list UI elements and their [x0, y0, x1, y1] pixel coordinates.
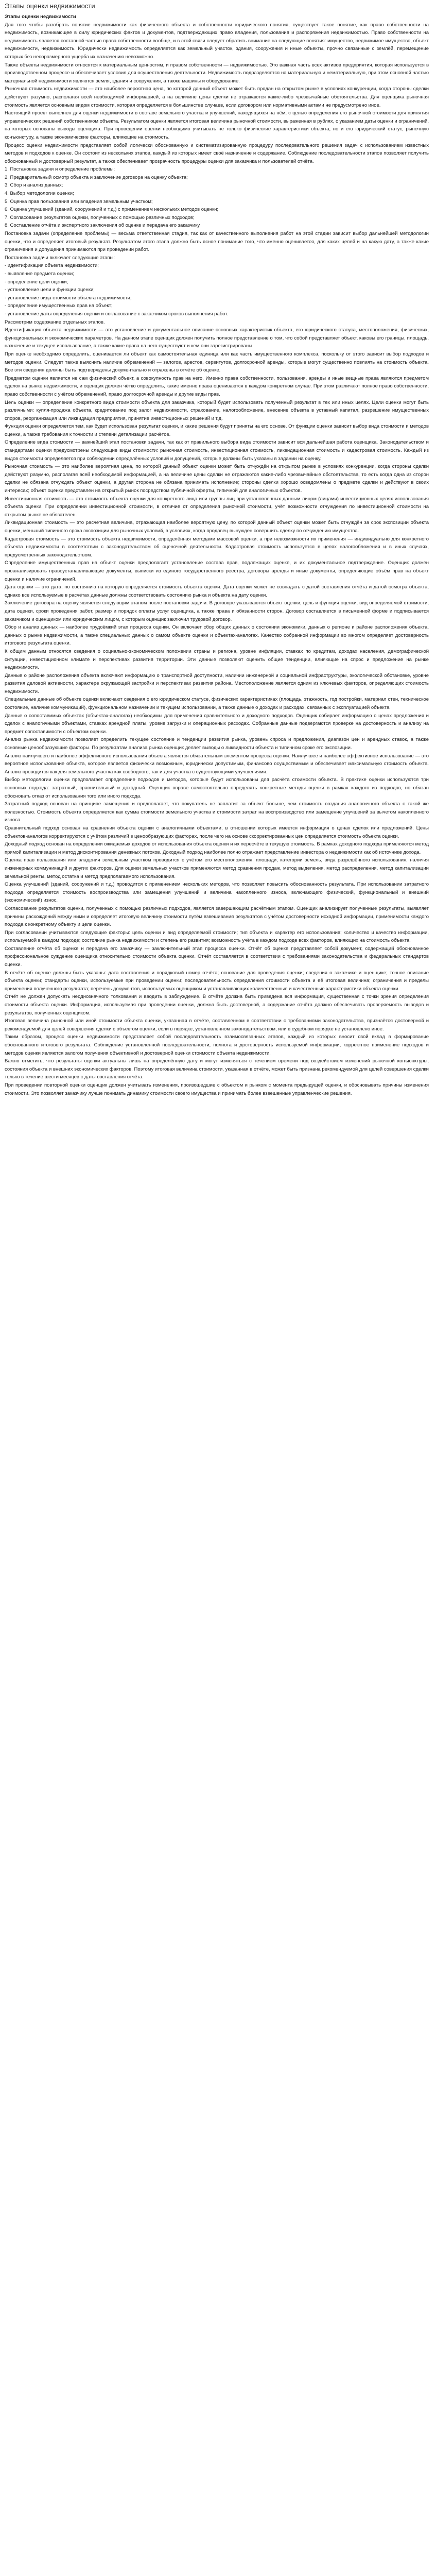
paragraph: 2. Предварительный осмотр объекта и заключение договора на оценку объекта;	[5, 174, 188, 180]
paragraph: Анализ наилучшего и наиболее эффективного использования объекта является обязательным элементом процесса оценки. Наилучшее и наиболее эффективное использование — это вероятное использование объекта, которое является физически возможным, юридически допустимым, финансово осуществимым и обеспечивает максимальную стоимость объекта. Анализ проводится как для земельного участка как свободного, так и для участка с существующими улучшениями.	[5, 753, 429, 775]
article-body	[5, 21, 429, 1098]
paragraph: Затратный подход основан на принципе замещения и предполагает, что покупатель не заплатит за объект больше, чем стоимость создания аналогичного объекта с такой же полезностью. Стоимость объекта определяется как сумма стоимости земельного участка и стоимости затрат на воспроизводство или замещение улучшений за вычетом накопленного износа.	[5, 801, 429, 823]
paragraph: Дата оценки — это дата, по состоянию на которую определяется стоимость объекта оценки. Дата оценки может не совпадать с датой составления отчёта и датой осмотра объекта, однако все используемые в расчётах данные должны соответствовать состоянию рынка и объекта на дату оценки.	[5, 584, 429, 598]
paragraph: При проведении повторной оценки оценщик должен учитывать изменения, произошедшие с объектом и рынком с момента предыдущей оценки, и обосновывать причины изменения стоимости. Это позволяет заказчику лучше понимать динамику стоимости своего имущества и принимать более взвешенные управленческие решения.	[5, 1082, 429, 1096]
section-heading: Этапы оценки недвижимости	[5, 14, 76, 20]
paragraph: Согласование результатов оценки, полученных с помощью различных подходов, является завершающим расчётным этапом. Оценщик анализирует полученные результаты, выявляет причины расхождений между ними и определяет итоговую величину стоимости путём взвешивания результатов с учётом достоверности исходной информации, применимости каждого подхода к конкретному объекту и цели оценки.	[5, 905, 429, 928]
paragraph: Ликвидационная стоимость — это расчётная величина, отражающая наиболее вероятную цену, по которой данный объект оценки может быть отчуждён за срок экспозиции объекта оценки, меньший типичного срока экспозиции для рыночных условий, в условиях, когда продавец вынужден совершить сделку по отчуждению имущества.	[5, 520, 429, 534]
paragraph: 8. Составление отчёта и экспертного заключения об оценке и передача его заказчику.	[5, 223, 201, 229]
paragraph: 3. Сбор и анализ данных;	[5, 182, 63, 189]
paragraph: Рыночная стоимость — это наиболее вероятная цена, по которой данный объект оценки может быть отчуждён на открытом рынке в условиях конкуренции, когда стороны сделки действуют разумно, располагая всей необходимой информацией, а на величине цены сделки не отражаются какие-либо чрезвычайные обстоятельства, то есть когда одна из сторон сделки не обязана отчуждать объект оценки, а другая сторона не обязана принимать исполнение; стороны сделки хорошо осведомлены о предмете сделки и действуют в своих интересах; объект оценки представлен на открытый рынок посредством публичной оферты, типичной для аналогичных объектов.	[5, 464, 429, 494]
paragraph: Настоящий проект выполнен для оценки недвижимости в составе земельного участка и улучшений, находящихся на нём, с целью определения его рыночной стоимости для принятия управленческих решений собственником объекта. Результатом оценки является итоговая величина рыночной стоимости, выраженная в рублях, с указанием даты оценки и ограничений, на которых основаны выводы оценщика. При проведении оценки необходимо учитывать не только физические характеристики объекта, но и его юридический статус, рыночную конъюнктуру, а также экономические факторы, влияющие на стоимость.	[5, 110, 429, 140]
paragraph: Цель оценки — определение конкретного вида стоимости объекта для заказчика, который будет использовать полученный результат в тех или иных целях. Цели оценки могут быть различными: купля-продажа объекта, кредитование под залог недвижимости, страхование, налогообложение, внесение объекта в уставный капитал, разрешение имущественных споров, реорганизация или ликвидация предприятия, принятие инвестиционных решений и т.д.	[5, 399, 429, 421]
paragraph: Сравнительный подход основан на сравнении объекта оценки с аналогичными объектами, в отношении которых имеется информация о ценах сделок или предложений. Цены объектов-аналогов корректируются с учётом различий в ценообразующих факторах, после чего на основе скорректированных цен определяется стоимость объекта оценки.	[5, 825, 429, 839]
paragraph: Процесс оценки недвижимости представляет собой логически обоснованную и систематизированную процедуру последовательного решения задач с использованием известных методов и подходов к оценке. Он состоит из нескольких этапов, каждый из которых имеет своё назначение и содержание. Соблюдение последовательности этапов позволяет получить обоснованный и достоверный результат, а также обеспечивает прозрачность процедуры оценки для заказчика и пользователей отчёта.	[5, 142, 429, 164]
paragraph: Сбор и анализ данных — наиболее трудоёмкий этап процесса оценки. Он включает сбор общих данных о состоянии экономики, данных о регионе и районе расположения объекта, данных о рынке недвижимости, а также специальных данных о самом объекте оценки и объектах-аналогах. Качество собранной информации во многом определяет достоверность итогового результата оценки.	[5, 624, 429, 647]
paragraph: Отчёт не должен допускать неоднозначного толкования и вводить в заблуждение. В отчёте должна быть приведена вся информация, существенная с точки зрения определения стоимости объекта оценки. Информация, используемая при проведении оценки, должна быть достоверной, а содержание отчёта должно обеспечивать проверяемость выводов и результатов, полученных оценщиком.	[5, 994, 429, 1016]
paragraph: - определение имущественных прав на объект;	[5, 303, 113, 309]
paragraph: Кадастровая стоимость — это стоимость объекта недвижимости, определённая методами массовой оценки, а при невозможности их применения — индивидуально для конкретного объекта недвижимости в соответствии с законодательством об оценочной деятельности. Кадастровая стоимость используется в целях налогообложения и в иных случаях, предусмотренных законодательством.	[5, 536, 429, 558]
paragraph: Инвестиционная стоимость — это стоимость объекта оценки для конкретного лица или группы лиц при установленных данным лицом (лицами) инвестиционных целях использования объекта оценки. При определении инвестиционной стоимости, в отличие от определения рыночной стоимости, учёт возможности отчуждения по инвестиционной стоимости на открытом рынке не обязателен.	[5, 496, 429, 518]
paragraph: Выбор методологии оценки предполагает определение подходов и методов, которые будут использованы для расчёта стоимости объекта. В практике оценки используются три основных подхода: затратный, сравнительный и доходный. Оценщик вправе самостоятельно определять конкретные методы оценки в рамках каждого из подходов, но обязан обосновать отказ от использования того или иного подхода.	[5, 777, 429, 799]
paragraph: Таким образом, процесс оценки недвижимости представляет собой последовательность взаимосвязанных этапов, каждый из которых вносит свой вклад в формирование обоснованного итогового результата. Соблюдение установленной последовательности, полнота и достоверность используемой информации, корректное применение подходов и методов оценки являются залогом получения объективной и достоверной оценки стоимости объекта недвижимости.	[5, 1034, 429, 1056]
paragraph: - установление цели и функции оценки;	[5, 287, 95, 293]
paragraph: Составление отчёта об оценке и передача его заказчику — заключительный этап процесса оценки. Отчёт об оценке представляет собой документ, содержащий обоснованное профессиональное суждение оценщика относительно стоимости объекта оценки. Отчёт составляется в соответствии с требованиями законодательства и федеральных стандартов оценки.	[5, 945, 429, 968]
paragraph: Доходный подход основан на определении ожидаемых доходов от использования объекта оценки и их пересчёте в текущую стоимость. В рамках доходного подхода применяются метод прямой капитализации и метод дисконтирования денежных потоков. Доходный подход наиболее полно отражает представление инвестора о недвижимости как об источнике дохода.	[5, 841, 429, 855]
paragraph: Определение вида стоимости — важнейший этап постановки задачи, так как от правильного выбора вида стоимости зависит вся дальнейшая работа оценщика. Законодательством и стандартами оценки предусмотрены следующие виды стоимости: рыночная стоимость, инвестиционная стоимость, ликвидационная стоимость и кадастровая стоимость. Каждый из видов стоимости определяется при соблюдении определённых условий и допущений, которые должны быть указаны в задании на оценку.	[5, 439, 429, 462]
paragraph: Заключение договора на оценку является следующим этапом после постановки задачи. В договоре указываются объект оценки, цель и функция оценки, вид определяемой стоимости, дата оценки, сроки проведения работ, размер и порядок оплаты услуг оценщика, а также права и обязанности сторон. Договор составляется в письменной форме и подписывается заказчиком и оценщиком или юридическим лицом, с которым оценщик заключил трудовой договор.	[5, 600, 429, 622]
page-title: Этапы оценки недвижимости	[5, 2, 95, 10]
paragraph: Определение имущественных прав на объект оценки предполагает установление состава прав, подлежащих оценке, и их документальное подтверждение. Оценщик должен проанализировать правоустанавливающие документы, выписки из единого государственного реестра, договоры аренды и иные документы, определяющие объём прав на объект оценки и наличие ограничений.	[5, 560, 429, 582]
paragraph: 6. Оценка улучшений (зданий, сооружений и т.д.) с применением нескольких методов оценки;	[5, 207, 219, 213]
paragraph: Данные о районе расположения объекта включают информацию о транспортной доступности, наличии инженерной и социальной инфраструктуры, экологической обстановке, уровне развития деловой активности, характере окружающей застройки и перспективах развития района. Местоположение является одним из ключевых факторов, определяющих стоимость недвижимости.	[5, 672, 429, 694]
paragraph: При оценке необходимо определить, оценивается ли объект как самостоятельная единица или как часть имущественного комплекса, поскольку от этого зависит выбор подходов и методов оценки. Следует также выяснить наличие обременений — залогов, арестов, сервитутов, долгосрочной аренды, которые могут существенно повлиять на стоимость объекта. Все эти сведения должны быть подтверждены документально и отражены в отчёте об оценке.	[5, 351, 429, 374]
paragraph: Идентификация объекта недвижимости — это установление и документальное описание основных характеристик объекта, его юридического статуса, местоположения, физических, функциональных и экономических параметров. На данном этапе оценщик должен получить полное представление о том, что собой представляет объект, каковы его границы, площадь, назначение и текущее использование, а также какие права на него существуют и кем они зарегистрированы.	[5, 327, 429, 349]
paragraph: К общим данным относятся сведения о социально-экономическом положении страны и региона, уровне инфляции, ставках по кредитам, доходах населения, демографической ситуации, инвестиционном климате и перспективах развития территории. Эти данные позволяют оценить общие тенденции, влияющие на спрос и предложение на рынке недвижимости.	[5, 648, 429, 671]
paragraph: Специальные данные об объекте оценки включают сведения о его юридическом статусе, физических характеристиках (площадь, этажность, год постройки, материал стен, техническое состояние, наличие коммуникаций), функциональном назначении и текущем использовании, а также данные о доходах и расходах, связанных с эксплуатацией объекта.	[5, 697, 429, 711]
paragraph: 1. Постановка задачи и определение проблемы;	[5, 166, 115, 173]
paragraph: При согласовании учитываются следующие факторы: цель оценки и вид определяемой стоимости; тип объекта и характер его использования; количество и качество информации, используемой в каждом подходе; состояние рынка недвижимости и степень его развития; возможность учёта в каждом подходе всех факторов, влияющих на стоимость объекта.	[5, 929, 429, 944]
paragraph: Для того чтобы разобрать понятие недвижимости как физического объекта и собственности юридического понятия, существует такое понятие, как право собственности на недвижимость, возникающее в силу юридических фактов и документов, подтверждающих право владения, пользования и распоряжения недвижимостью. Право собственности на недвижимость является составной частью права собственности вообще, и в этой связи следует обратить внимание на следующие понятия: имущество, недвижимое имущество, объект недвижимости, недвижимость. Юридически недвижимость определяется как земельный участок, здания, сооружения и иные объекты, прочно связанные с землёй, перемещение которых без несоразмерного ущерба их назначению невозможно.	[5, 22, 429, 60]
paragraph: 4. Выбор методологии оценки;	[5, 191, 74, 197]
paragraph: Также объекты недвижимости относятся к материальным ценностям, и правом собственности — недвижимостью. Это важная часть всех активов предприятия, которая используется в производственном процессе и обеспечивает условия для осуществления деятельности. Недвижимость подразделяется на материальную и нематериальную, при этом основной частью материальной недвижимости являются земля, здания и сооружения, а также машины и оборудование.	[5, 62, 429, 84]
paragraph: Функция оценки определяется тем, как будет использован результат оценки, и какие решения будут приняты на его основе. От функции оценки зависит выбор вида стоимости и методов оценки, а также требования к точности и степени детализации расчётов.	[5, 423, 429, 437]
paragraph: - определение цели оценки;	[5, 279, 68, 285]
paragraph: Постановка задачи включает следующие этапы:	[5, 255, 115, 261]
paragraph: Предметом оценки является не сам физический объект, а совокупность прав на него. Именно права собственности, пользования, аренды и иные вещные права являются предметом сделок на рынке недвижимости, и оценщик должен чётко определить, какие именно права оцениваются в каждом конкретном случае. При этом различают полное право собственности, право собственности с учётом обременений, право долгосрочной аренды и другие виды прав.	[5, 375, 429, 397]
paragraph: - установление даты определения оценки и согласование с заказчиком сроков выполнения работ.	[5, 311, 229, 317]
paragraph: - установление вида стоимости объекта недвижимости;	[5, 295, 132, 301]
page	[0, 1, 436, 1097]
paragraph: Постановка задачи (определение проблемы) — весьма ответственная стадия, так как от качественного выполнения работ на этой стадии зависит выбор дальнейшей методологии оценки, что и определяет итоговый результат. Результатом этого этапа должно быть ясное понимание того, что именно оценивается, для каких целей и на какую дату, а также какие ограничения и допущения принимаются при проведении работ.	[5, 231, 429, 253]
paragraph: - идентификация объекта недвижимости;	[5, 263, 99, 269]
paragraph: - выявление предмета оценки;	[5, 271, 74, 277]
paragraph: Важно отметить, что результаты оценки актуальны лишь на определённую дату и могут изменяться с течением времени под воздействием изменений рыночной конъюнктуры, состояния объекта и внешних экономических факторов. Поэтому итоговая величина стоимости, указанная в отчёте, может быть признана рекомендуемой для целей совершения сделки только в течение шести месяцев с даты составления отчёта.	[5, 1058, 429, 1080]
paragraph: Оценка улучшений (зданий, сооружений и т.д.) проводится с применением нескольких методов, что позволяет повысить обоснованность результата. При использовании затратного подхода определяется стоимость воспроизводства или замещения улучшений и величина накопленного износа, включающего физический, функциональный и внешний (экономический) износ.	[5, 882, 429, 904]
paragraph: Итоговая величина рыночной или иной стоимости объекта оценки, указанная в отчёте, составленном в соответствии с требованиями законодательства, признаётся достоверной и рекомендуемой для целей совершения сделки с объектом оценки, если в порядке, установленном законодательством, или в судебном порядке не установлено иное.	[5, 1018, 429, 1032]
paragraph: 7. Согласование результатов оценки, полученных с помощью различных подходов;	[5, 214, 195, 221]
paragraph: Рыночная стоимость недвижимости — это наиболее вероятная цена, по которой данный объект может быть продан на открытом рынке в условиях конкуренции, когда стороны сделки действуют разумно, располагая всей необходимой информацией, а на величине цены сделки не отражаются какие-либо чрезвычайные обстоятельства. Для оценщика рыночная стоимость является основным видом стоимости, которая определяется в большинстве случаев, если договором или нормативными актами не предусмотрено иное.	[5, 86, 429, 108]
paragraph: В отчёте об оценке должны быть указаны: дата составления и порядковый номер отчёта; основание для проведения оценки; сведения о заказчике и оценщике; точное описание объекта оценки; стандарты оценки, используемые при проведении оценки; последовательность определения стоимости объекта и её итоговая величина; ограничения и пределы применения полученного результата; перечень документов, используемых оценщиком и устанавливающих количественные и качественные характеристики объекта оценки.	[5, 970, 429, 992]
paragraph: Анализ рынка недвижимости позволяет определить текущее состояние и тенденции развития рынка, уровень спроса и предложения, диапазон цен и арендных ставок, а также основные ценообразующие факторы. По результатам анализа рынка оценщик делает выводы о ликвидности объекта и типичном сроке его экспозиции.	[5, 737, 429, 751]
paragraph: Данные о сопоставимых объектах (объектах-аналогах) необходимы для применения сравнительного и доходного подходов. Оценщик собирает информацию о ценах предложения и сделок с аналогичными объектами, ставках арендной платы, уровне загрузки и операционных расходах. Собранные данные подвергаются проверке на достоверность и анализу на предмет сопоставимости с объектом оценки.	[5, 713, 429, 735]
paragraph: 5. Оценка прав пользования или владения земельным участком;	[5, 198, 153, 205]
paragraph: Рассмотрим содержание отдельных этапов.	[5, 319, 105, 325]
paragraph: Оценка прав пользования или владения земельным участком проводится с учётом его местоположения, площади, категории земель, вида разрешённого использования, наличия инженерных коммуникаций и других факторов. Для оценки земельных участков применяются метод сравнения продаж, метод выделения, метод распределения, метод капитализации земельной ренты, метод остатка и метод предполагаемого использования.	[5, 857, 429, 879]
